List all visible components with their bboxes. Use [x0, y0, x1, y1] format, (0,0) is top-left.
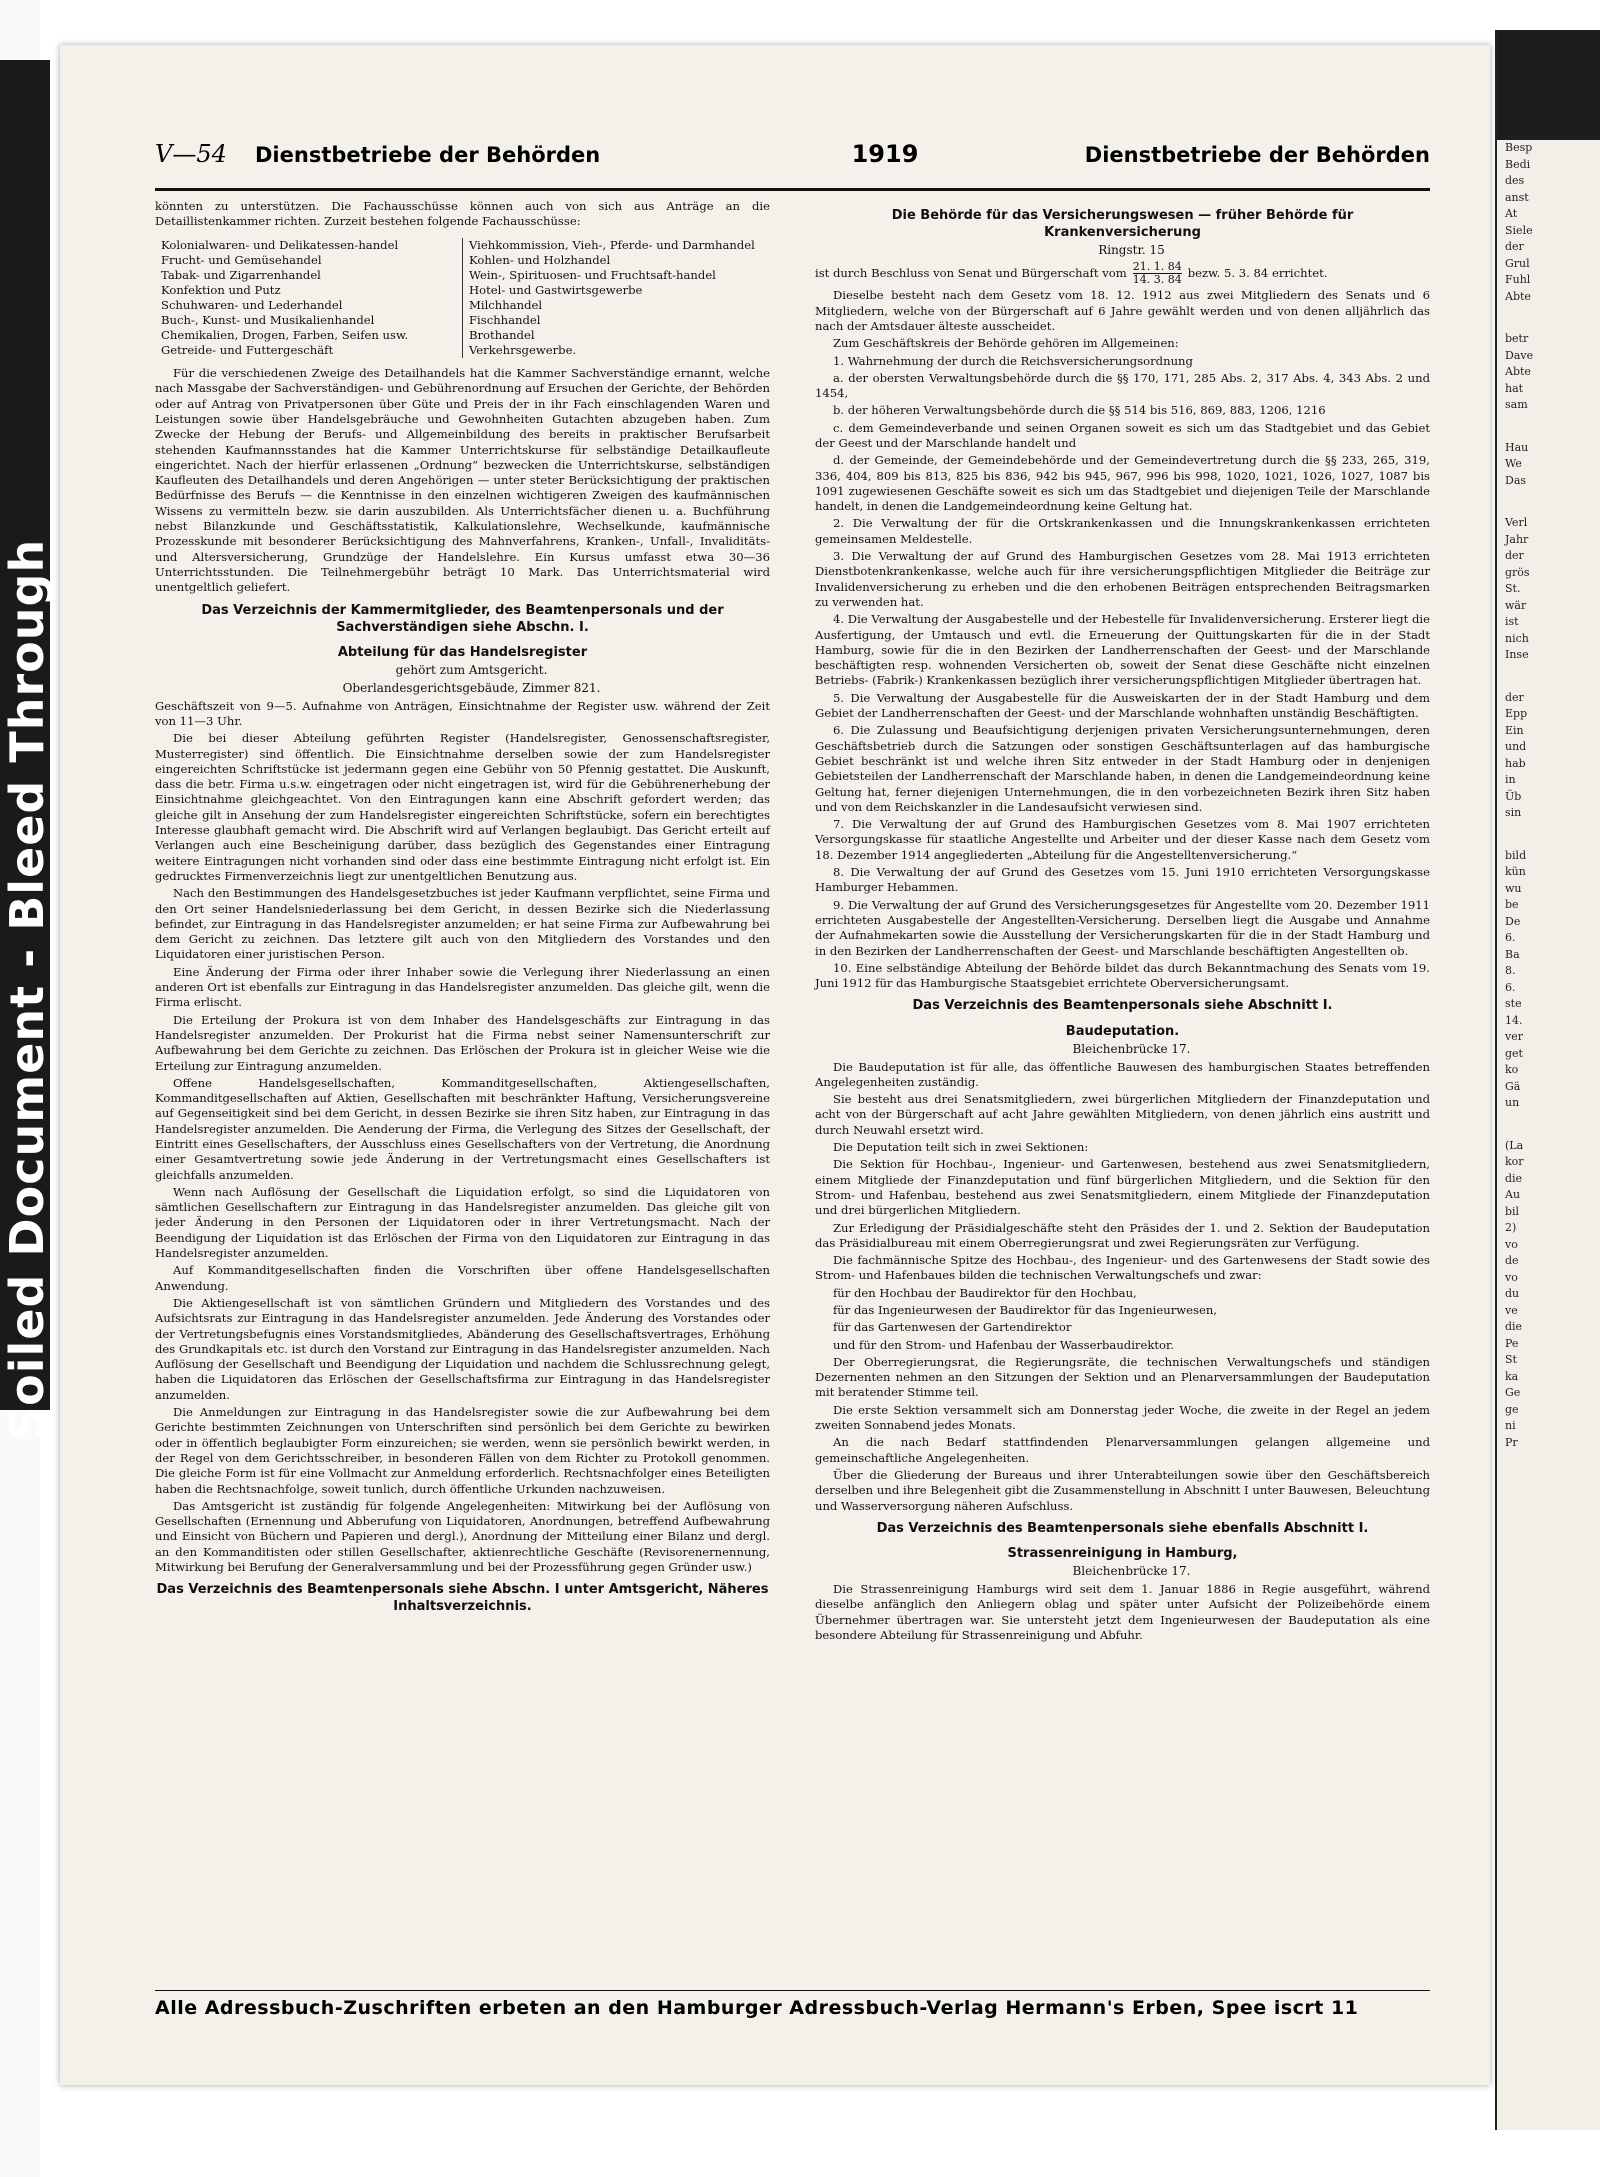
reference-note: Das Verzeichnis des Beamtenpersonals siehe Abschn. I unter Amtsgericht, Näheres Inhaltsverzeichnis. — [156, 1582, 769, 1615]
section-address: Bleichenbrücke 17. — [1072, 1564, 1191, 1579]
paragraph: Die Sektion für Hochbau-, Ingenieur- und Gartenwesen, bestehend aus zwei Senatsmitgliedern, einem Mitgliede der Finanzdeputation und fünf bürgerlichen Mitgliedern, und die Sektion für den Strom- und Hafenbau, bestehend aus zwei Senatsmitgliedern, einem Mitgliede der Finanzdeputation und drei bürgerlichen Mitgliedern. — [815, 1157, 1430, 1218]
paragraph: Über die Gliederung der Bureaus und ihrer Unterabteilungen sowie über den Geschäftsbereich derselben und ihre Belegenheit gibt die Zusammenstellung in Abschnitt I unter Bauwesen, Beleuchtung und Wasserversorgung näheren Aufschluss. — [815, 1467, 1430, 1513]
paragraph: Sie besteht aus drei Senatsmitgliedern, zwei bürgerlichen Mitgliedern der Finanzdeputation und acht von der Bürgerschaft auf acht Jahre gewählten Mitgliedern, von denen jährlich eins austritt und durch Neuwahl ersetzt wird. — [815, 1092, 1430, 1137]
fragment-text: der — [1505, 690, 1524, 704]
paragraph: Die Anmeldungen zur Eintragung in das Handelsregister sowie die zur Aufbewahrung bei dem Gerichte bestimmten Zeichnungen von Unterschriften sind persönlich bei dem Gerichte zu bewirken oder in öffentlich beglaubigter Form einzureichen; sie werden, wenn sie persönlich bewirkt werden, in der Regel von dem Gerichtsschreiber, in besonderen Fällen von dem Richter zu Protokoll genommen. Die gleiche Form ist für eine Vollmacht zur Anmeldung erforderlich. Rechtsnachfolger eines Beteiligten haben die Rechtsnachfolge, soweit tunlich, durch öffentliche Urkunden nachzuweisen. — [155, 1405, 770, 1496]
reference-note: Das Verzeichnis der Kammermitglieder, des Beamtenpersonals und der Sachverständigen siehe Abschn. I. — [201, 602, 724, 635]
list-item: Frucht- und Gemüsehandel — [161, 252, 322, 267]
fragment-text: de — [1505, 1254, 1519, 1267]
paragraph: Die erste Sektion versammelt sich am Donnerstag jeder Woche, die zweite in der Regel an jedem zweiten Sonnabend jedes Monats. — [815, 1402, 1430, 1433]
fragment-text: vo — [1505, 1270, 1518, 1284]
decree-text: ist durch Beschluss von Senat und Bürgerschaft vom — [815, 266, 1127, 281]
spine-label — [0, 60, 54, 1440]
paragraph: Der Oberregierungsrat, die Regierungsräte, die technischen Verwaltungschefs und ständigen Dezernenten nehmen an den Sitzungen der Sektion und an Plenarversammlungen der Baudeputation mit beratender Stimme teil. — [815, 1354, 1430, 1400]
fragment-text: nich — [1505, 631, 1529, 645]
list-item: 4. Die Verwaltung der Ausgabestelle und der Hebestelle für Invalidenversicherung. Ersterer liegt die Ausfertigung, der Umtausch und evtl. die Erneuerung der Quittungskarten für die in der Stadt Hamburg, sowie für die in den Bezirken der Landherrenschaften der Geest- und der Marschlande beschäftigten resp. wohnenden Versicherten ob, soweit der Senat diese Geschäfte nicht einzelnen Betriebs- (Fabrik-) Krankenkassen bezüglich ihrer versicherungspflichtigen Mitglieder übertragen hat. — [815, 612, 1430, 688]
fragment-text: Abte — [1505, 289, 1531, 303]
date-fraction-top: 21. 1. 84 — [1132, 260, 1182, 274]
list-item: für das Gartenwesen der Gartendirektor — [833, 1320, 1072, 1335]
decree-date: 5. 3. 84 — [1224, 266, 1269, 281]
fragment-text: betr — [1505, 332, 1529, 345]
list-item: und für den Strom- und Hafenbau der Wasserbaudirektor. — [833, 1337, 1174, 1352]
paragraph: Zur Erledigung der Präsidialgeschäfte steht den Präsides der 1. und 2. Sektion der Baudeputation das Präsidialbureau mit einem Oberregierungsrat und zwei Regierungsräten zur Verfügung. — [815, 1220, 1430, 1250]
list-item: 2. Die Verwaltung der für die Ortskrankenkassen und die Innungskrankenkassen errichteten gemeinsamen Meldestelle. — [815, 516, 1430, 546]
fragment-text: At — [1505, 207, 1518, 220]
paragraph: Wenn nach Auflösung der Gesellschaft die Liquidation erfolgt, so sind die Liquidatoren von sämtlichen Gesellschaftern zur Eintragung in das Handelsregister anzumelden. Das gleiche gilt von jeder Änderung in den Personen der Liquidatoren oder in ihrer Vertretungsmacht. Nach der Beendigung der Liquidation ist das Erlöschen der Firma von den Liquidatoren zur Eintragung in das Handelsregister anzumelden. — [155, 1184, 770, 1261]
fragment-text: Epp — [1505, 707, 1528, 720]
list-item: 8. Die Verwaltung der auf Grund des Gesetzes vom 15. Juni 1910 errichteten Versorgungskasse Hamburger Hebammen. — [815, 865, 1430, 895]
paragraph: Eine Änderung der Firma oder ihrer Inhaber sowie die Verlegung ihrer Niederlassung an einen anderen Ort ist ebenfalls zur Eintragung in das Handelsregister anzumelden. Das gleiche gilt, wenn die Firma erlischt. — [155, 964, 770, 1010]
fragment-text: ist — [1505, 615, 1519, 628]
reference-note: Das Verzeichnis des Beamtenpersonals siehe ebenfalls Abschnitt I. — [876, 1520, 1369, 1536]
committee-list-a — [155, 238, 463, 359]
paragraph: Die fachmännische Spitze des Hochbau-, des Ingenieur- und des Gartenwesens der Stadt sowie des Strom- und Hafenbaues bilden die technischen Verwaltungschefs und zwar: — [815, 1253, 1430, 1283]
list-item: Fischhandel — [469, 312, 541, 327]
fragment-text: hab — [1505, 756, 1526, 770]
fragment-text: kor — [1505, 1155, 1524, 1168]
list-item: Hotel- und Gastwirtsgewerbe — [469, 282, 643, 297]
decree-text: bezw. — [1187, 266, 1221, 281]
fragment-text: Fuhl — [1505, 273, 1531, 286]
list-item: 6. Die Zulassung und Beaufsichtigung derjenigen privaten Versicherungsunternehmungen, deren Geschäftsbetrieb durch die Satzungen oder sonstigen Geschäftsunterlagen auf das hamburgische Gebiet beschränkt ist und welche ihren Sitz entweder in der Stadt Hamburg oder in denjenigen Gebietsteilen der Landherrenschaft der Marschlande haben, in denen die Landgemeindeordnung keine Geltung hat, ferner diejenigen Unternehmungen, die in den vorbezeichneten Bezirk ihren Sitz haben und von dem Reichskanzler in die Landesaufsicht verwiesen sind. — [815, 723, 1430, 814]
fragment-text: ste — [1505, 997, 1522, 1010]
fragment-text: Grul — [1505, 256, 1530, 270]
list-item: a. der obersten Verwaltungsbehörde durch die §§ 170, 171, 285 Abs. 2, 317 Abs. 4, 343 Abs. 2 und 1454, — [815, 370, 1430, 401]
date-fraction — [1133, 261, 1182, 286]
fragment-text: sin — [1505, 806, 1522, 819]
fragment-text: 2) — [1505, 1221, 1517, 1234]
fragment-text: kün — [1505, 865, 1526, 878]
fragment-text: anst — [1505, 190, 1529, 204]
paragraph: Die Strassenreinigung Hamburgs wird seit dem 1. Januar 1886 in Regie ausgeführt, während dieselbe anfänglich den Anliegern oblag und später unter Aufsicht der Polizeibehörde einem Übernehmer übertragen war. Sie untersteht jetzt dem Ingenieurwesen der Baudeputation als eine besondere Abteilung für Strassenreinigung und Abfuhr. — [815, 1581, 1430, 1642]
spacer — [1497, 1112, 1600, 1138]
list-item: für das Ingenieurwesen der Baudirektor für das Ingenieurwesen, — [833, 1302, 1217, 1317]
list-item: Wein-, Spirituosen- und Fruchtsaft-handel — [469, 267, 716, 282]
fragment-text: Verl — [1505, 516, 1528, 529]
fragment-text: Jahr — [1505, 532, 1529, 546]
fragment-text: Ba — [1505, 947, 1520, 961]
list-item: Kohlen- und Holzhandel — [469, 252, 611, 267]
date-fraction-bottom: 14. 3. 84 — [1132, 273, 1182, 287]
fragment-text: Siele — [1505, 223, 1533, 237]
paragraph: Das Amtsgericht ist zuständig für folgende Angelegenheiten: Mitwirkung bei der Auflösung von Gesellschaften (Ernennung und Abberufung von Liquidatoren, Anordnungen, betreffend Aufbewahrung und Einsicht von Büchern und Papieren und dergl.), Anordnung der Mitteilung einer Bilanz und dergl. an den Kommanditisten oder stillen Gesellschafter, aktienrechtliche Geschäfte (Revisorenernennung, Mitwirkung bei Berufung der Generalversammlung und bei der Prozessführung gegen Gründer usw.) — [155, 1498, 770, 1574]
fragment-text: der — [1505, 549, 1524, 562]
page-footer: Alle Adressbuch-Zuschriften erbeten an den Hamburger Adressbuch-Verlag Hermann's Erben, Spee iscrt 11 — [155, 1990, 1430, 2019]
list-item: Buch-, Kunst- und Musikalienhandel — [161, 312, 375, 327]
fragment-text: Pe — [1505, 1336, 1519, 1350]
fragment-text: 6. — [1505, 931, 1516, 944]
fragment-text: Au — [1505, 1188, 1521, 1201]
section-address: Bleichenbrücke 17. — [1072, 1041, 1191, 1056]
committee-list — [155, 238, 770, 359]
adjacent-page-fragments — [1497, 140, 1600, 1451]
list-item: d. der Gemeinde, der Gemeindebehörde und der Gemeindevertretung durch die §§ 233, 265, 319, 336, 404, 809 bis 813, 825 bis 836, 942 bis 945, 967, 996 bis 998, 1020, 1021, 1026, 1027, 1087 bis 1091 zugewiesenen Geschäfte soweit es sich um das Stadtgebiet und diejenigen Teile der Marschlande handelt, in denen die Landgemeindeordnung keine Geltung hat. — [815, 453, 1430, 514]
fragment-text: be — [1505, 898, 1519, 911]
fragment-text: sam — [1505, 398, 1528, 411]
section-title-versicherungswesen: Die Behörde für das Versicherungswesen — früher Behörde für Krankenversicherung — [891, 208, 1354, 241]
paragraph: Die Aktiengesellschaft ist von sämtlichen Gründern und Mitgliedern des Vorstandes und des Aufsichtsrats zur Eintragung in das Handelsregister anzumelden. Jede Änderung des Vorstandes oder der Vertretungsbefugnis eines Vorstandsmitgliedes, Abänderung des Gesellschaftsvertrages, Erhöhung des Grundkapitals etc. ist durch den Vorstand zur Eintragung in das Handelsregister anzumelden. Nach Auflösung der Gesellschaft und Beendigung der Liquidation und nachdem die Schlussrechnung gelegt, haben die Liquidatoren das Erlöschen der Gesellschaftsfirma zur Eintragung in das Handelsregister anzumelden. — [155, 1295, 770, 1402]
fragment-text: bil — [1505, 1204, 1520, 1218]
fragment-text: Pr — [1505, 1435, 1518, 1449]
fragment-text: in — [1505, 773, 1516, 786]
fragment-text: (La — [1505, 1138, 1524, 1152]
running-header — [155, 140, 1430, 191]
section-title-handelsregister: Abteilung für das Handelsregister — [337, 644, 588, 660]
fragment-text: 8. — [1505, 964, 1516, 977]
fragment-text: die — [1505, 1171, 1523, 1185]
committee-list-b — [463, 238, 770, 359]
fragment-text: Ge — [1505, 1386, 1521, 1399]
list-item: 5. Die Verwaltung der Ausgabestelle für die Ausweiskarten der in der Stadt Hamburg und dem Gebiet der Landherrenschaften der Geest- und der Marschlande wohnhaften unständig Beschäftigten. — [815, 690, 1430, 721]
paragraph: Auf Kommanditgesellschaften finden die Vorschriften über offene Handelsgesellschaften Anwendung. — [155, 1263, 770, 1293]
section-subtitle: gehört zum Amtsgericht. — [395, 663, 548, 678]
paragraph: Die Deputation teilt sich in zwei Sektionen: — [833, 1140, 1089, 1155]
list-item: Milchhandel — [469, 297, 543, 312]
paragraph: Die Erteilung der Prokura ist von dem Inhaber des Handelsgeschäfts zur Eintragung in das Handelsregister anzumelden. Der Prokurist hat die Firma nebst seiner Namensunterschrift zur Aufbewahrung bei dem Gerichte zu zeichnen. Das Erlöschen der Prokura ist in gleicher Weise wie die Erteilung zur Eintragung anzumelden. — [155, 1012, 770, 1073]
fragment-text: ver — [1505, 1030, 1523, 1043]
columns — [155, 199, 1430, 1969]
list-item: 7. Die Verwaltung der auf Grund des Hamburgischen Gesetzes vom 8. Mai 1907 errichteten Versorgungskasse für staatliche Angestellte und Arbeiter und der dieser Kasse nach dem Gesetz vom 18. Dezember 1914 angegliederten „Abteilung für die Angestelltenversicherung.“ — [815, 817, 1430, 862]
paragraph: Die bei dieser Abteilung geführten Register (Handelsregister, Genossenschaftsregister, Musterregister) sind öffentlich. Die Einsichtnahme derselben sowie der zum Handelsregister eingereichten Schriftstücke ist jedermann gegen eine Gebühr von 50 Pfennig gestattet. Die Auskunft, dass die betr. Firma u.s.w. eingetragen oder nicht eingetragen ist, wird für die Gebührenerhebung der Einsichtnahme gleichgeachtet. Von den Eintragungen kann eine Abschrift gefordert werden; das gleiche gilt in Ansehung der zum Handelsregister eingereichten Schriftstücke, sofern ein berechtigtes Interesse glaubhaft gemacht wird. Die Abschrift wird auf Verlangen beglaubigt. Das Gericht erteilt auf Verlangen auch eine Bescheinigung darüber, dass bezüglich des Gegenstandes einer Eintragung weitere Eintragungen nicht vorhanden sind oder dass eine bestimmte Eintragung nicht erfolgt ist. Ein gedrucktes Firmenverzeichnis liegt zur unentgeltlichen Benutzung aus. — [155, 731, 770, 883]
intro-paragraph: könnten zu unterstützen. Die Fachausschüsse können auch von sich aus Anträge an die Detaillistenkammer richten. Zurzeit bestehen folgende Fachausschüsse: — [155, 199, 770, 229]
spacer — [1497, 414, 1600, 440]
fragment-text: hat — [1505, 381, 1524, 395]
spine-text: Soiled Document - Bleed Through — [0, 538, 54, 1440]
fragment-text: Abte — [1505, 365, 1531, 378]
fragment-text: Inse — [1505, 648, 1529, 661]
spacer — [1497, 489, 1600, 515]
fragment-text: un — [1505, 1096, 1520, 1109]
fragment-text: Dave — [1505, 348, 1534, 362]
list-item: Konfektion und Putz — [161, 282, 281, 297]
paragraph: Offene Handelsgesellschaften, Kommanditgesellschaften, Aktiengesellschaften, Kommanditgesellschaften auf Aktien, Gesellschaften mit beschränkter Haftung, Versicherungsvereine auf Gegenseitigkeit sind bei dem Gericht, in dessen Bezirke sie ihren Sitz haben, zur Eintragung in das Handelsregister anzumelden. Die Aenderung der Firma, die Verlegung des Sitzes der Gesellschaft, der Eintritt eines Gesellschafters, der Ausschluss eines Gesellschafters von der Vertretung, die Anordnung einer Gesamtvertretung sowie jede Änderung in der Vertretungsmacht eines Gesellschafters ist gleichfalls anzumelden. — [155, 1075, 770, 1182]
spacer — [1497, 664, 1600, 690]
section-title-strassenreinigung: Strassenreinigung in Hamburg, — [1007, 1546, 1238, 1561]
section-address: Oberlandesgerichtsgebäude, Zimmer 821. — [342, 680, 601, 695]
fragment-text: 14. — [1505, 1013, 1523, 1027]
fragment-text: Hau — [1505, 440, 1529, 454]
fragment-text: Üb — [1505, 789, 1522, 803]
document-page — [60, 45, 1490, 2085]
fragment-text: 6. — [1505, 980, 1516, 994]
header-year: 1919 — [851, 140, 919, 168]
paragraph: An die nach Bedarf stattfindenden Plenarversammlungen gelangen allgemeine und gemeinschaftliche Angelegenheiten. — [815, 1435, 1430, 1465]
list-item: Viehkommission, Vieh-, Pferde- und Darmhandel — [469, 237, 755, 252]
fragment-text: du — [1505, 1287, 1520, 1300]
fragment-text: We — [1505, 457, 1522, 470]
header-title-left: Dienstbetriebe der Behörden — [255, 143, 601, 167]
list-item: Brothandel — [469, 327, 535, 342]
fragment-text: Gä — [1505, 1079, 1521, 1093]
paragraph: Nach den Bestimmungen des Handelsgesetzbuches ist jeder Kaufmann verpflichtet, seine Firma und den Ort seiner Handelsniederlassung bei dem Gericht, in dessen Bezirke sich die Niederlassung befindet, zur Eintragung in das Handelsregister anzumelden; er hat seine Firma zur Aufbewahrung bei dem Gericht zu zeichnen. Das letztere gilt auch von den Mitgliedern des Vorstandes und den Liquidatoren einer juristischen Person. — [155, 886, 770, 962]
fragment-text: ko — [1505, 1063, 1519, 1076]
fragment-text: ni — [1505, 1419, 1516, 1432]
list-item: Getreide- und Futtergeschäft — [161, 343, 334, 358]
fragment-text: De — [1505, 914, 1521, 928]
fragment-text: und — [1505, 740, 1527, 753]
fragment-text: der — [1505, 240, 1524, 253]
reference-note: Das Verzeichnis des Beamtenpersonals siehe Abschnitt I. — [912, 998, 1333, 1014]
list-item: b. der höheren Verwaltungsbehörde durch die §§ 514 bis 516, 869, 883, 1206, 1216 — [833, 403, 1326, 418]
fragment-text: ve — [1505, 1303, 1518, 1317]
fragment-text: die — [1505, 1320, 1523, 1333]
fragment-text: wär — [1505, 598, 1527, 612]
list-item: Tabak- und Zigarrenhandel — [161, 267, 321, 282]
fragment-text: ge — [1505, 1402, 1519, 1416]
fragment-text: ka — [1505, 1369, 1519, 1383]
fragment-text: St — [1505, 1353, 1517, 1366]
fragment-text: Das — [1505, 473, 1527, 487]
fragment-text: grös — [1505, 565, 1530, 579]
header-title-right: Dienstbetriebe der Behörden — [1084, 143, 1430, 167]
paragraph: Dieselbe besteht nach dem Gesetz vom 18. 12. 1912 aus zwei Mitgliedern des Senats und 6 Mitgliedern, welche von der Bürgerschaft auf 6 Jahre gewählt werden und von denen alljährlich das nach der Amtsdauer älteste ausscheidet. — [815, 288, 1430, 333]
office-hours: Geschäftszeit von 9—5. Aufnahme von Anträgen, Einsichtnahme der Register usw. während der Zeit von 11—3 Uhr. — [155, 698, 770, 728]
left-column — [155, 199, 770, 1969]
decree-line — [815, 261, 1430, 286]
section-title-baudeputation: Baudeputation. — [1065, 1023, 1180, 1039]
list-item: Schuhwaren- und Lederhandel — [161, 297, 343, 312]
fragment-text: St. — [1505, 582, 1521, 595]
fragment-text: Besp — [1505, 141, 1533, 154]
paragraph: Die Baudeputation ist für alle, das öffentliche Bauwesen des hamburgischen Staates betreffenden Angelegenheiten zuständig. — [815, 1059, 1430, 1089]
right-column — [815, 199, 1430, 1969]
decree-text: errichtet. — [1271, 266, 1328, 281]
fragment-text: Ein — [1505, 723, 1524, 737]
page-content — [155, 140, 1430, 2040]
spacer — [1497, 305, 1600, 331]
list-item: 10. Eine selbständige Abteilung der Behörde bildet das durch Bekanntmachung des Senats vom 19. Juni 1912 für das Hamburgische Staatsgebiet errichtete Oberversicherungsamt. — [815, 960, 1430, 991]
fragment-text: bild — [1505, 848, 1527, 862]
fragment-text: get — [1505, 1046, 1523, 1060]
list-item: Chemikalien, Drogen, Farben, Seifen usw. — [161, 327, 409, 342]
page-number: V—54 — [155, 140, 227, 168]
list-item: für den Hochbau der Baudirektor für den Hochbau, — [833, 1285, 1137, 1300]
dark-band — [1497, 30, 1600, 140]
fragment-text: vo — [1505, 1237, 1518, 1251]
list-item: 1. Wahrnehmung der durch die Reichsversicherungsordnung — [833, 353, 1193, 368]
paragraph: Zum Geschäftskreis der Behörde gehören im Allgemeinen: — [833, 336, 1179, 351]
list-item: 3. Die Verwaltung der auf Grund des Hamburgischen Gesetzes vom 28. Mai 1913 errichteten Dienstbotenkrankenkasse, welche auch für ihre versicherungspflichtigen Mitglieder die Beiträge zur Invalidenversicherung zu erheben und die den erhobenen Beiträgen entsprechenden Beitragsmarken zu verwenden hat. — [815, 549, 1430, 609]
paragraph: Für die verschiedenen Zweige des Detailhandels hat die Kammer Sachverständige ernannt, welche nach Massgabe der Sachverständigen- und Gebührenordnung auf Ersuchen der Gerichte, der Behörden oder auf Antrag von Privatpersonen über Güte und Preis der in ihr Fach einschlagenden Waren und Leistungen sowie über Handelsgebräuche und Gewohnheiten Gutachten abzugeben haben. Zum Zwecke der Hebung der Berufs- und Allgemeinbildung des bereits in praktischer Berufsarbeit stehenden Kaufmannsstandes hat die Kammer Unterrichtskurse für selbständige Detailkaufleute eingerichtet. Nach der hierfür erlassenen „Ordnung“ bezwecken die Unterrichtskurse, selbständigen Kaufleuten des Detailhandels und deren Angehörigen — unter steter Berücksichtigung der praktischen Bedürfnisse des Berufs — die Kenntnisse in den einzelnen wichtigeren Zweigen des kaufmännischen Wissens zu vermitteln bezw. sie darin auszubilden. Als Unterrichtsfächer dienen u. a. Buchführung nebst Bilanzkunde und Geschäftsstatistik, Kalkulationslehre, Wechselkunde, kaufmännische Prozesskunde mit besonderer Berücksichtigung des Mahnverfahrens, Kranken-, Unfall-, Invaliditäts- und Altersversicherung, Grundzüge der Handelslehre. Ein Kursus umfasst etwa 30—36 Unterrichtsstunden. Die Teilnehmergebühr beträgt 10 Mark. Das Unterrichtsmaterial wird unentgeltlich geliefert. — [155, 366, 770, 595]
list-item: 9. Die Verwaltung der auf Grund des Versicherungsgesetzes für Angestellte vom 20. Dezember 1911 errichteten Ausgabestelle der Angestellten-Versicherung. Derselben liegt die Ausgabe und Annahme der Aufnahmekarten sowie die Ausstellung der Versicherungskarten für die in der Stadt Hamburg und in den Bezirken der Landherrenschaften der Geest- und Marschlande beschäftigten Angestellten ob. — [815, 897, 1430, 958]
adjacent-page-edge — [1495, 30, 1600, 2130]
fragment-text: wu — [1505, 881, 1522, 895]
spacer — [1497, 822, 1600, 848]
list-item: Kolonialwaren- und Delikatessen-handel — [161, 237, 399, 252]
fragment-text: Bedi — [1505, 157, 1531, 171]
list-item: c. dem Gemeindeverbande und seinen Organen soweit es sich um das Stadtgebiet und das Gebiet der Geest und der Marschlande handelt und — [815, 420, 1430, 450]
list-item: Verkehrsgewerbe. — [469, 343, 577, 358]
fragment-text: des — [1505, 174, 1525, 187]
section-address: Ringstr. 15 — [1098, 243, 1165, 258]
